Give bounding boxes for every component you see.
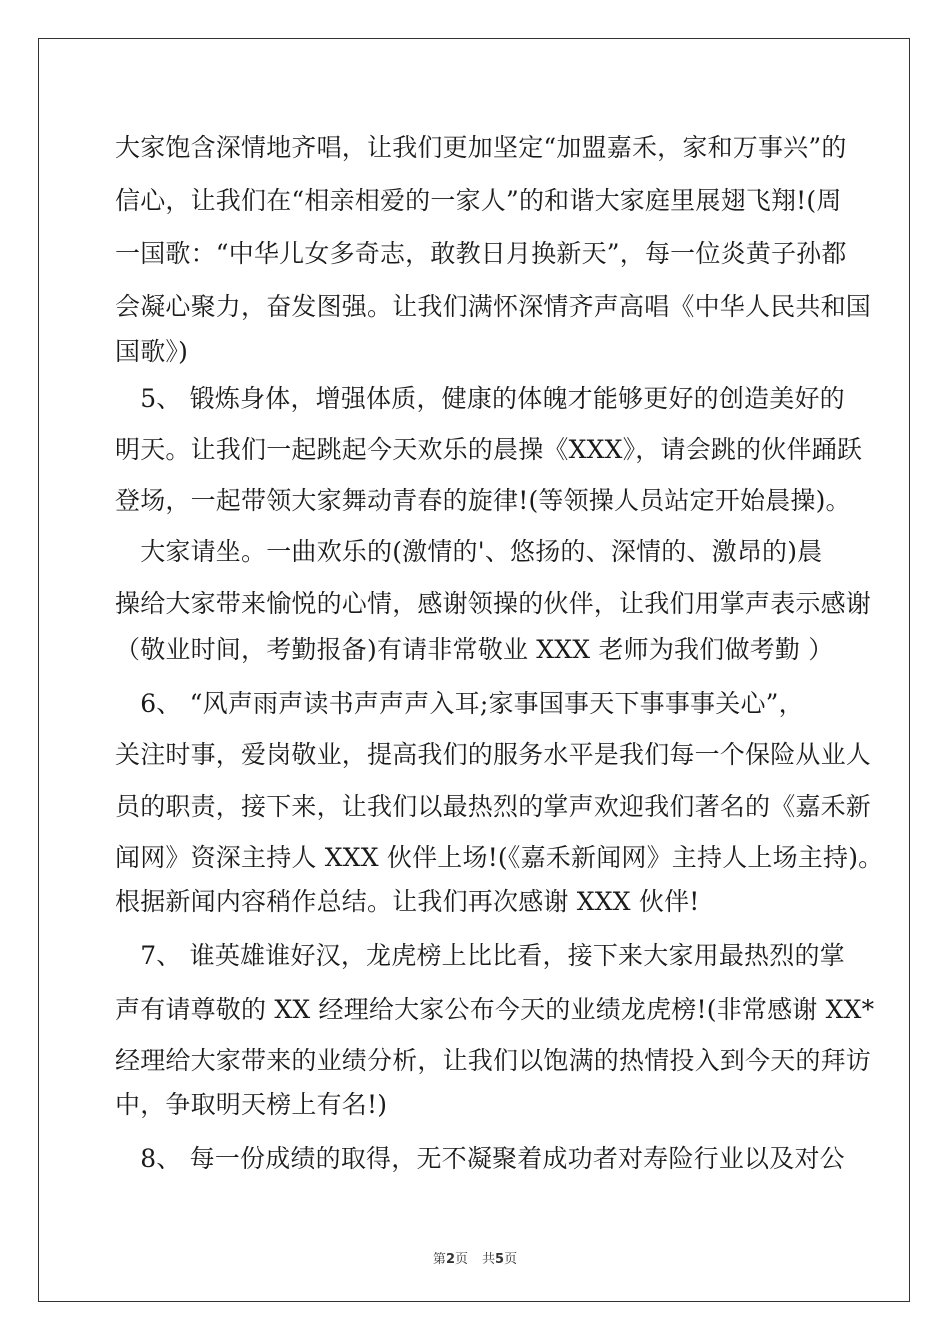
text-line: 国歌》) xyxy=(115,337,189,366)
paragraph-6-start: 6、 “风声雨声读书声声声入耳;家事国事天下事事事关心”， xyxy=(115,689,804,718)
text-line: 员的职责，接下来，让我们以最热烈的掌声欢迎我们著名的《嘉禾新 xyxy=(115,792,872,821)
text-line: 明天。让我们一起跳起今天欢乐的晨操《XXX》，请会跳的伙伴踊跃 xyxy=(115,435,863,464)
footer-total-prefix: 共 xyxy=(482,1252,496,1267)
paragraph-start: 大家请坐。一曲欢乐的(激情的'、悠扬的、深情的、激昂的)晨 xyxy=(115,537,823,566)
text-line: 声有请尊敬的 XX 经理给大家公布今天的业绩龙虎榜!(非常感谢 XX* xyxy=(115,995,875,1024)
text-line: （敬业时间，考勤报备)有请非常敬业 XXX 老师为我们做考勤 ） xyxy=(115,635,834,664)
text-line: 大家饱含深情地齐唱，让我们更加坚定“加盟嘉禾，家和万事兴”的 xyxy=(115,133,847,162)
text-line: 中，争取明天榜上有名!) xyxy=(115,1090,388,1119)
text-line: 操给大家带来愉悦的心情，感谢领操的伙伴，让我们用掌声表示感谢 xyxy=(115,589,872,618)
text-line: 闻网》资深主持人 XXX 伙伴上场!(《嘉禾新闻网》主持人上场主持)。 xyxy=(115,843,884,872)
footer-prefix: 第 xyxy=(432,1252,446,1267)
paragraph-8-start: 8、 每一份成绩的取得，无不凝聚着成功者对寿险行业以及对公 xyxy=(115,1144,845,1173)
page-footer xyxy=(0,1248,950,1267)
footer-total-suffix: 页 xyxy=(504,1252,518,1267)
text-line: 经理给大家带来的业绩分析，让我们以饱满的热情投入到今天的拜访 xyxy=(115,1046,872,1075)
paragraph-7-start: 7、 谁英雄谁好汉，龙虎榜上比比看，接下来大家用最热烈的掌 xyxy=(115,941,845,970)
paragraph-5-start: 5、 锻炼身体，增强体质，健康的体魄才能够更好的创造美好的 xyxy=(115,384,845,413)
current-page-number: 2 xyxy=(445,1252,455,1267)
text-line: 登场，一起带领大家舞动青春的旋律!(等领操人员站定开始晨操)。 xyxy=(115,486,851,515)
text-line: 会凝心聚力，奋发图强。让我们满怀深情齐声高唱《中华人民共和国 xyxy=(115,292,872,321)
text-line: 一国歌：“中华儿女多奇志，敢教日月换新天”，每一位炎黄子孙都 xyxy=(115,239,847,268)
footer-page-suffix: 页 xyxy=(454,1252,468,1267)
text-line: 根据新闻内容稍作总结。让我们再次感谢 XXX 伙伴! xyxy=(115,887,700,916)
text-line: 信心，让我们在“相亲相爱的一家人”的和谐大家庭里展翅飞翔!(周 xyxy=(115,186,842,215)
text-line: 关注时事，爱岗敬业，提高我们的服务水平是我们每一个保险从业人 xyxy=(115,740,872,769)
total-page-number: 5 xyxy=(495,1252,505,1267)
